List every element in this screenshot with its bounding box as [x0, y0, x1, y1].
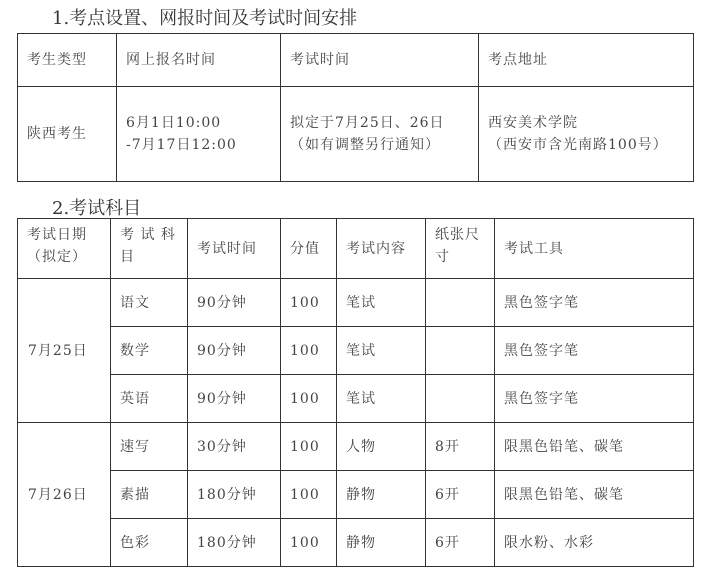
- header-paper-label-2: 寸: [435, 249, 450, 265]
- score-cell: 100: [281, 423, 337, 471]
- subject-cell: 色彩: [111, 519, 188, 567]
- exam-time-cell: [281, 87, 479, 182]
- table-header-row: [18, 219, 694, 279]
- duration-cell: 180分钟: [188, 519, 281, 567]
- paper-cell: 8开: [426, 423, 495, 471]
- table-row: [18, 87, 694, 182]
- registration-end: -7月17日12:00: [126, 137, 237, 153]
- header-paper-size: [426, 219, 495, 279]
- score-cell: 100: [281, 519, 337, 567]
- score-cell: 100: [281, 471, 337, 519]
- registration-time-cell: [117, 87, 281, 182]
- exam-date-cell: 7月25日: [18, 279, 111, 423]
- tools-cell: 黑色签字笔: [495, 375, 694, 423]
- paper-cell: 6开: [426, 471, 495, 519]
- header-content: 考试内容: [337, 219, 426, 279]
- tools-cell: 限黑色铅笔、碳笔: [495, 423, 694, 471]
- header-score: 分值: [281, 219, 337, 279]
- header-tools: 考试工具: [495, 219, 694, 279]
- header-subject-label-2: 目: [120, 249, 135, 265]
- header-exam-address: 考点地址: [479, 34, 694, 87]
- venue-name: 西安美术学院: [488, 115, 578, 131]
- subject-cell: 数学: [111, 327, 188, 375]
- content-cell: 静物: [337, 471, 426, 519]
- exam-dates: 拟定于7月25日、26日: [290, 115, 445, 131]
- section1-title: 1.考点设置、网报时间及考试时间安排: [52, 8, 358, 29]
- subject-cell: 素描: [111, 471, 188, 519]
- tools-cell: 黑色签字笔: [495, 279, 694, 327]
- paper-cell: [426, 327, 495, 375]
- duration-cell: 90分钟: [188, 327, 281, 375]
- header-candidate-type: 考生类型: [18, 34, 117, 87]
- table-row: [18, 375, 694, 423]
- exam-date-cell: 7月26日: [18, 423, 111, 567]
- subject-cell: 语文: [111, 279, 188, 327]
- registration-start: 6月1日10:00: [126, 115, 222, 131]
- score-cell: 100: [281, 327, 337, 375]
- header-exam-date-note: （拟定）: [27, 249, 87, 265]
- subject-cell: 速写: [111, 423, 188, 471]
- header-exam-date-label: 考试日期: [27, 227, 87, 243]
- duration-cell: 90分钟: [188, 279, 281, 327]
- content-cell: 笔试: [337, 279, 426, 327]
- exam-dates-note: （如有调整另行通知）: [290, 137, 440, 153]
- header-subject: [111, 219, 188, 279]
- tools-cell: 黑色签字笔: [495, 327, 694, 375]
- header-paper-label-1: 纸张尺: [435, 227, 480, 243]
- content-cell: 人物: [337, 423, 426, 471]
- exam-address-cell: [479, 87, 694, 182]
- header-registration-time: 网上报名时间: [117, 34, 281, 87]
- header-exam-date: [18, 219, 111, 279]
- exam-subjects-table: [17, 218, 694, 567]
- subject-cell: 英语: [111, 375, 188, 423]
- exam-schedule-table: [17, 33, 694, 182]
- score-cell: 100: [281, 279, 337, 327]
- content-cell: 笔试: [337, 327, 426, 375]
- table-row: [18, 327, 694, 375]
- table-row: [18, 471, 694, 519]
- candidate-type-cell: 陕西考生: [18, 87, 117, 182]
- section2-title: 2.考试科目: [52, 198, 142, 219]
- duration-cell: 180分钟: [188, 471, 281, 519]
- venue-address: （西安市含光南路100号）: [488, 137, 668, 153]
- score-cell: 100: [281, 375, 337, 423]
- paper-cell: [426, 279, 495, 327]
- header-duration: 考试时间: [188, 219, 281, 279]
- duration-cell: 30分钟: [188, 423, 281, 471]
- content-cell: 笔试: [337, 375, 426, 423]
- header-subject-label-1: 考 试 科: [120, 227, 176, 243]
- tools-cell: 限黑色铅笔、碳笔: [495, 471, 694, 519]
- table-header-row: [18, 34, 694, 87]
- table-row: [18, 423, 694, 471]
- tools-cell: 限水粉、水彩: [495, 519, 694, 567]
- table-row: [18, 519, 694, 567]
- paper-cell: [426, 375, 495, 423]
- table-row: [18, 279, 694, 327]
- content-cell: 静物: [337, 519, 426, 567]
- paper-cell: 6开: [426, 519, 495, 567]
- header-exam-time: 考试时间: [281, 34, 479, 87]
- duration-cell: 90分钟: [188, 375, 281, 423]
